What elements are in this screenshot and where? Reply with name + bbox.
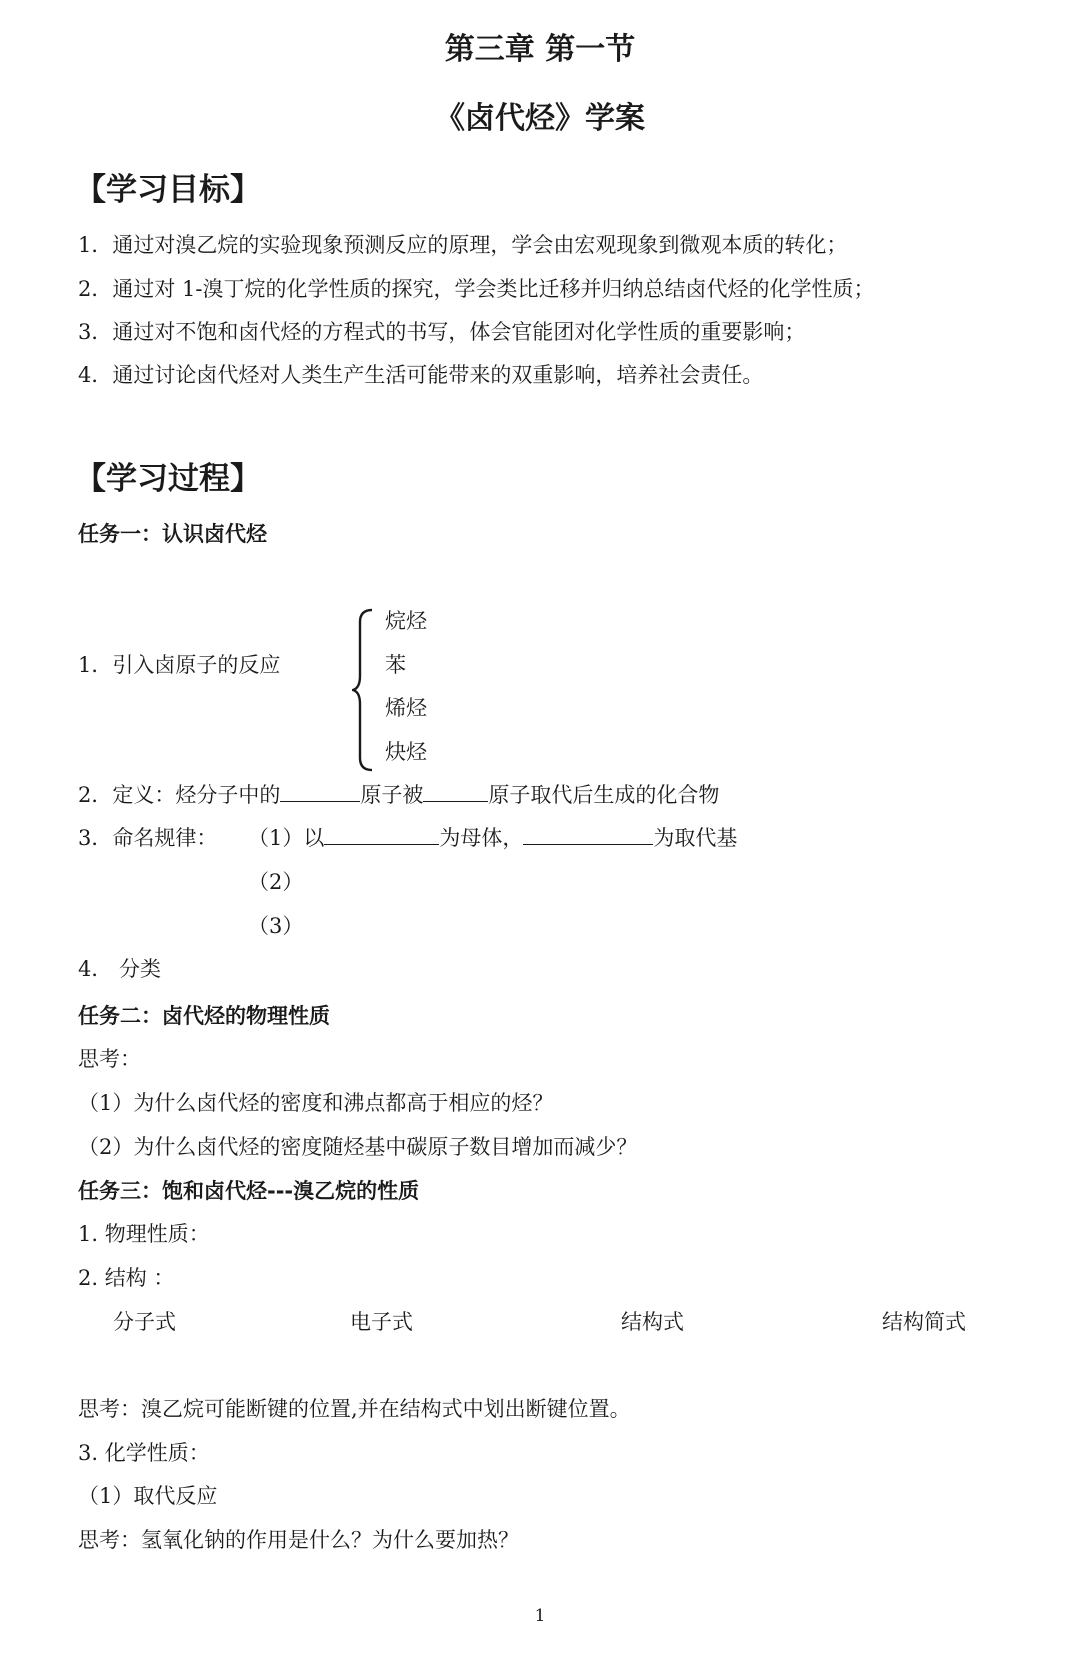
naming-rule-1-a: （1）以 bbox=[248, 826, 325, 850]
task3-title: 任务三：饱和卤代烃---溴乙烷的性质 bbox=[78, 1179, 420, 1203]
document-title: 《卤代烃》学案 bbox=[435, 101, 645, 136]
substitution-reaction: （1）取代反应 bbox=[78, 1484, 218, 1508]
definition-text-a: 2．定义：烃分子中的 bbox=[78, 783, 281, 807]
naming-rule-2: （2） bbox=[248, 870, 304, 894]
definition-text-c: 原子取代后生成的化合物 bbox=[488, 783, 720, 807]
blank-parent[interactable] bbox=[324, 826, 439, 845]
objective-1: 1．通过对溴乙烷的实验现象预测反应的原理，学会由宏观现象到微观本质的转化； bbox=[78, 233, 848, 257]
blank-hydrogen[interactable] bbox=[280, 783, 360, 802]
definition-text-b: 原子被 bbox=[360, 783, 424, 807]
structure-label: 2. 结构 ： bbox=[78, 1266, 175, 1290]
brace-item-benzene: 苯 bbox=[385, 653, 406, 677]
task1-title: 任务一：认识卤代烃 bbox=[78, 522, 267, 546]
blank-substituent[interactable] bbox=[523, 826, 653, 845]
blank-halogen[interactable] bbox=[423, 783, 488, 802]
process-heading: 【学习过程】 bbox=[75, 461, 261, 497]
brace-item-alkyne: 炔烃 bbox=[385, 740, 427, 764]
task2-question-1: （1）为什么卤代烃的密度和沸点都高于相应的烃？ bbox=[78, 1091, 554, 1115]
struct-label-structural: 结构式 bbox=[621, 1310, 684, 1334]
task2-question-2: （2）为什么卤代烃的密度随烃基中碳原子数目增加而减少？ bbox=[78, 1135, 638, 1159]
objective-4: 4．通过讨论卤代烃对人类生产生活可能带来的双重影响，培养社会责任。 bbox=[78, 363, 764, 387]
chemical-properties: 3. 化学性质： bbox=[78, 1441, 210, 1465]
naming-rule-1-c: 为取代基 bbox=[653, 826, 738, 850]
struct-label-electron: 电子式 bbox=[350, 1310, 413, 1334]
naming-rule-3: （3） bbox=[248, 914, 304, 938]
think-naoh: 思考：氢氧化钠的作用是什么？为什么要加热？ bbox=[78, 1528, 519, 1552]
classification-item: 4． 分类 bbox=[78, 957, 162, 981]
objectives-heading: 【学习目标】 bbox=[75, 172, 261, 208]
task2-title: 任务二：卤代烃的物理性质 bbox=[78, 1004, 330, 1028]
struct-label-condensed: 结构简式 bbox=[882, 1310, 966, 1334]
page-number: 1 bbox=[534, 1606, 546, 1626]
objective-3: 3．通过对不饱和卤代烃的方程式的书写，体会官能团对化学性质的重要影响； bbox=[78, 320, 806, 344]
chapter-title: 第三章 第一节 bbox=[444, 32, 636, 67]
think-bond-breaking: 思考：溴乙烷可能断键的位置,并在结构式中划出断键位置。 bbox=[78, 1397, 631, 1421]
naming-rule-1-b: 为母体， bbox=[439, 826, 524, 850]
curly-brace bbox=[352, 608, 376, 772]
objective-2: 2．通过对 1-溴丁烷的化学性质的探究，学会类比迁移并归纳总结卤代烃的化学性质； bbox=[78, 277, 875, 301]
brace-item-alkene: 烯烃 bbox=[385, 696, 427, 720]
naming-rule-1 bbox=[248, 822, 737, 852]
physical-properties: 1. 物理性质： bbox=[78, 1222, 210, 1246]
naming-label: 3．命名规律： bbox=[78, 826, 218, 850]
brace-item-alkane: 烷烃 bbox=[385, 609, 427, 633]
struct-label-molecular: 分子式 bbox=[113, 1310, 176, 1334]
task2-think: 思考： bbox=[78, 1047, 141, 1071]
definition-line bbox=[78, 779, 719, 809]
halogen-reaction-label: 1．引入卤原子的反应 bbox=[78, 653, 281, 677]
